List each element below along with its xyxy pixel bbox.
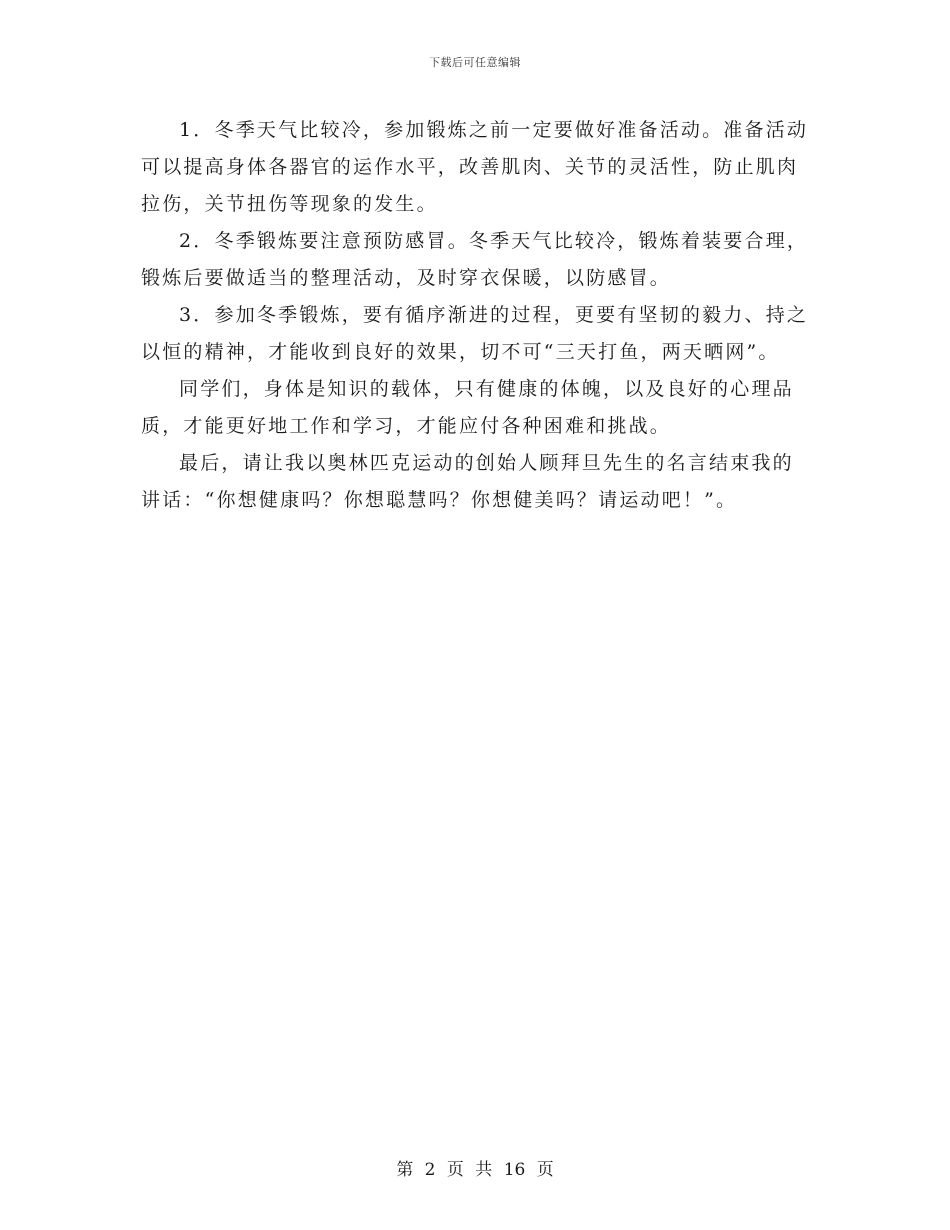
page-header: 下载后可任意编辑 [429,56,521,69]
paragraph-3: 3．参加冬季锻炼，要有循序渐进的过程，更要有坚韧的毅力、持之以恒的精神，才能收到良好的效果，切不可“三天打鱼，两天晒网”。 [141,304,809,363]
paragraph-4: 同学们，身体是知识的载体，只有健康的体魄，以及良好的心理品质，才能更好地工作和学习，才能应付各种困难和挑战。 [141,378,794,437]
document-body [141,112,811,519]
paragraph-1: 1．冬季天气比较冷，参加锻炼之前一定要做好准备活动。准备活动可以提高身体各器官的运作水平，改善肌肉、关节的灵活性，防止肌肉拉伤，关节扭伤等现象的发生。 [141,119,809,215]
paragraph-5: 最后，请让我以奥林匹克运动的创始人顾拜旦先生的名言结束我的讲话：“你想健康吗？你想聪慧吗？你想健美吗？请运动吧！”。 [141,452,794,511]
page-number-footer: 第 2 页 共 16 页 [396,1160,554,1180]
paragraph-2: 2．冬季锻炼要注意预防感冒。冬季天气比较冷，锻炼着装要合理，锻炼后要做适当的整理活动，及时穿衣保暖，以防感冒。 [141,230,809,289]
